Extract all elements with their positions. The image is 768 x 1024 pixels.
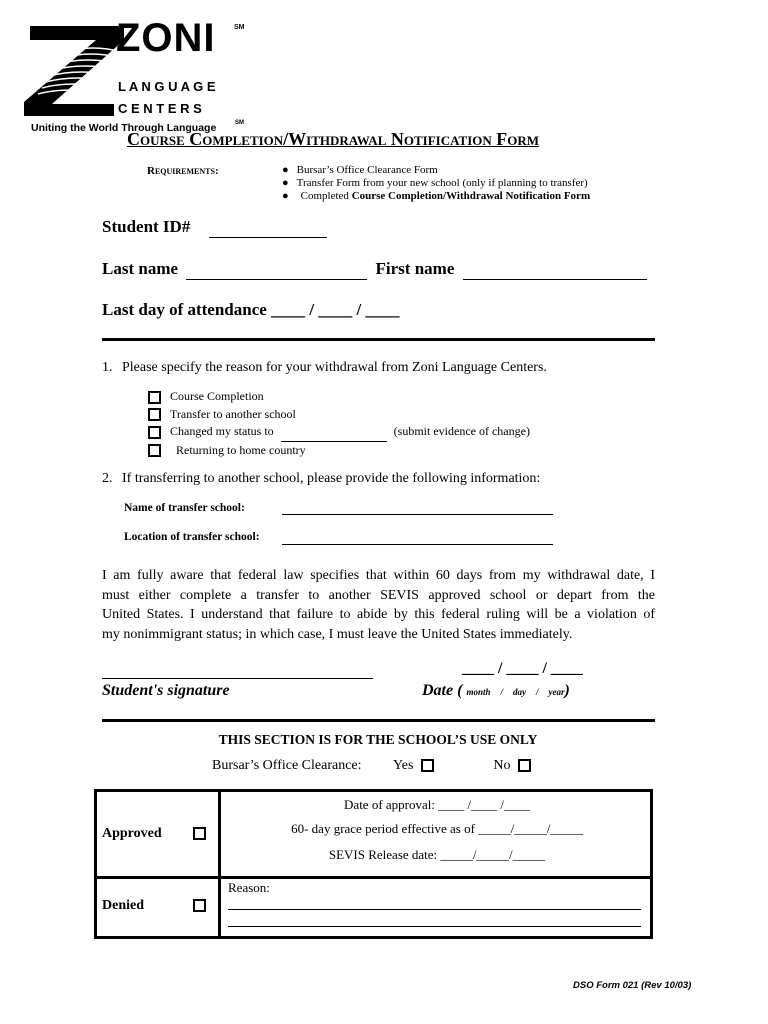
transfer-school-name-field[interactable] — [282, 514, 553, 515]
logo-name: ZONI — [116, 16, 216, 60]
status-field[interactable] — [281, 423, 387, 442]
student-id-field[interactable] — [209, 217, 327, 238]
logo-line-language: L A N G U A G E — [118, 79, 216, 94]
q1-question: 1. Please specify the reason for your withdrawal from Zoni Language Centers. — [102, 360, 547, 375]
transfer-school-location-field[interactable] — [282, 544, 553, 545]
bursar-clearance-row: Bursar’s Office Clearance: Yes No — [212, 758, 531, 774]
signature-label: Student's signature — [102, 682, 230, 699]
zoni-logo — [22, 16, 252, 122]
school-use-header: THIS SECTION IS FOR THE SCHOOL’S USE ONLY — [218, 732, 538, 747]
denied-label: Denied — [102, 898, 144, 913]
school-section-divider — [102, 719, 655, 722]
last-name-label: Last name — [102, 259, 179, 278]
denied-row — [102, 898, 144, 914]
checkbox[interactable] — [148, 444, 161, 457]
student-id-label: Student ID# — [102, 217, 191, 236]
q2-question: 2. If transferring to another school, please provide the following information: — [102, 471, 541, 486]
transfer-school-name-label: Name of transfer school: — [124, 502, 245, 514]
last-name-field[interactable] — [186, 259, 367, 280]
sevis-release-date: SEVIS Release date: _____/_____/_____ — [328, 847, 546, 862]
requirement-item: ● Completed Course Completion/Withdrawal Notification Form — [282, 190, 591, 202]
logo-tagline: Uniting the World Through Language — [31, 122, 217, 134]
option-transfer: Transfer to another school — [148, 406, 530, 424]
last-day-field[interactable]: ____ / ____ / ____ — [271, 300, 400, 319]
transfer-school-location-label: Location of transfer school: — [124, 531, 260, 543]
approved-label: Approved — [102, 826, 162, 841]
bursar-clearance-label: Bursar’s Office Clearance: — [212, 758, 362, 773]
reason-line-2[interactable] — [228, 926, 641, 927]
checkbox[interactable] — [148, 391, 161, 404]
denied-checkbox[interactable] — [193, 899, 206, 912]
signature-line[interactable] — [102, 678, 373, 679]
federal-law-statement: I am fully aware that federal law specifies that within 60 days from my withdrawal date, I must either complete a transfer to another SEVIS approved school or depart from the United States. I understand that failure to abide by this federal ruling will be a violation of my nonimmigrant status; in which case, I must leave the United States immediately. — [102, 568, 655, 642]
option-course-completion: Course Completion — [148, 388, 530, 406]
last-day-row — [102, 300, 400, 320]
q1-options — [148, 388, 530, 459]
form-title: Course Completion/Withdrawal Notification Form — [127, 129, 540, 149]
option-returning-home: Returning to home country — [148, 442, 530, 460]
grace-period: 60- day grace period effective as of _____/_____/_____ — [291, 821, 583, 836]
option-changed-status: Changed my status to (submit evidence of change) — [148, 423, 530, 442]
logo-tagline-sm: SM — [235, 120, 244, 126]
reason-label: Reason: — [228, 880, 270, 895]
approved-row — [102, 826, 162, 842]
name-row — [102, 259, 647, 280]
first-name-label: First name — [375, 259, 455, 278]
first-name-field[interactable] — [463, 259, 647, 280]
student-id-row — [102, 217, 327, 238]
signature-date-caption: Date ( month / day / year) — [422, 682, 570, 699]
requirements-list — [282, 164, 590, 203]
last-day-label: Last day of attendance — [102, 300, 267, 319]
reason-line-1[interactable] — [228, 909, 641, 910]
requirements-label: Requirements: — [147, 165, 219, 177]
requirement-item: ● Transfer Form from your new school (only if planning to transfer) — [282, 177, 588, 189]
form-number: DSO Form 021 (Rev 10/03) — [573, 980, 692, 991]
table-row-divider — [94, 876, 653, 879]
checkbox[interactable] — [148, 426, 161, 439]
yes-checkbox[interactable] — [421, 759, 434, 772]
requirement-item: ● Bursar’s Office Clearance Form — [282, 164, 438, 176]
logo-sm: SM — [234, 24, 245, 31]
signature-date-field[interactable]: ____ / ____ / ____ — [462, 660, 583, 677]
date-of-approval: Date of approval: ____ /____ /____ — [344, 797, 530, 812]
logo-line-centers: C E N T E R S — [118, 101, 202, 116]
checkbox[interactable] — [148, 408, 161, 421]
approved-checkbox[interactable] — [193, 827, 206, 840]
no-checkbox[interactable] — [518, 759, 531, 772]
section-divider — [102, 338, 655, 341]
